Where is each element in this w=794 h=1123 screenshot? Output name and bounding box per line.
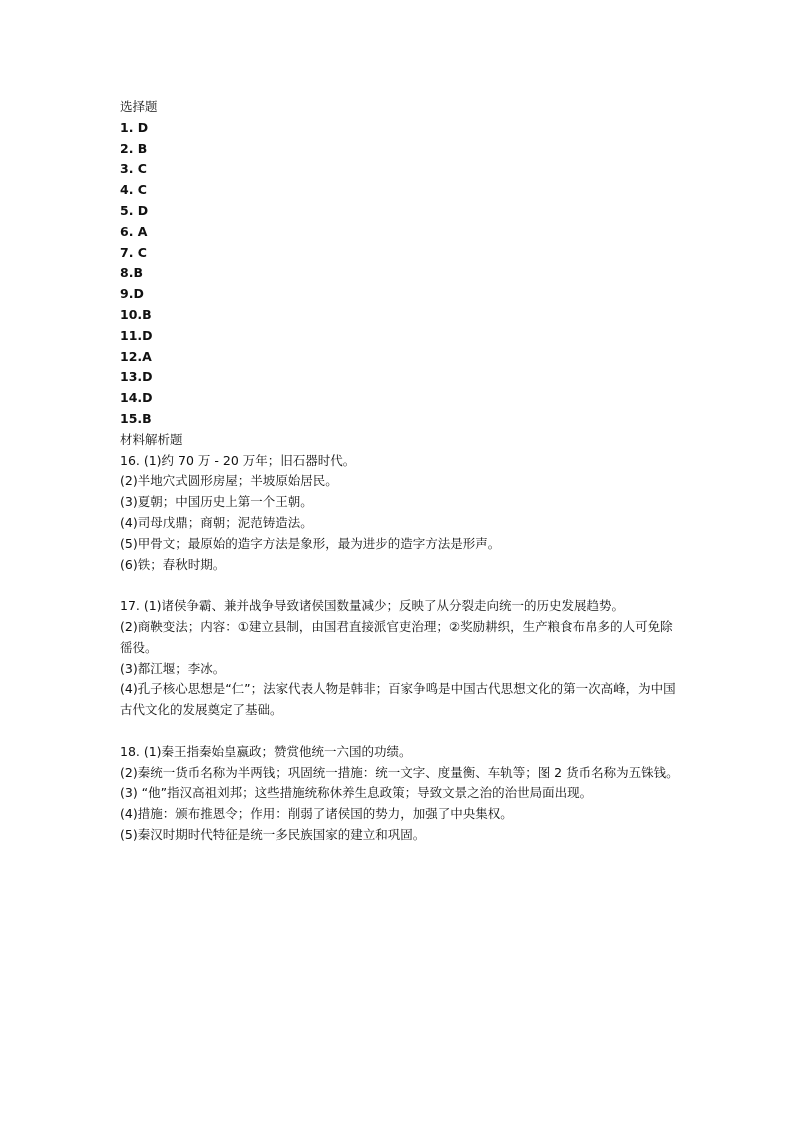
answer-item: 15.B [120,410,152,426]
q17-line: 17. (1)诸侯争霸、兼并战争导致诸侯国数量减少；反映了从分裂走向统一的历史发展趋势。 [120,598,625,614]
answer-item: 3. C [120,161,147,177]
answer-item: 5. D [120,202,149,218]
q16-line: 16. (1)约 70 万 - 20 万年；旧石器时代。 [120,452,356,468]
q18-line: 18. (1)秦王指秦始皇嬴政；赞赏他统一六国的功绩。 [120,743,412,759]
answer-item: 2. B [120,140,148,156]
spacer [120,721,680,742]
answer-item: 12.A [120,348,152,364]
q18-line: (5)秦汉时期时代特征是统一多民族国家的建立和巩固。 [120,826,426,842]
answer-document [120,97,680,846]
q18-line: (4)措施：颁布推恩令；作用：削弱了诸侯国的势力，加强了中央集权。 [120,806,513,822]
q16-line: (5)甲骨文；最原始的造字方法是象形，最为进步的造字方法是形声。 [120,535,501,551]
q16-line: (6)铁；春秋时期。 [120,556,226,572]
q17-line: (2)商鞅变法；内容：①建立县制，由国君直接派官吏治理；②奖励耕织，生产粮食布帛多的人可免除徭役。 [120,618,673,655]
answer-item: 4. C [120,182,147,198]
answer-item: 14.D [120,390,153,406]
q18-line: (3) “他”指汉高祖刘邦；这些措施统称休养生息政策；导致文景之治的治世局面出现。 [120,785,593,801]
q16-line: (4)司母戊鼎；商朝；泥范铸造法。 [120,514,313,530]
answer-item: 9.D [120,286,144,302]
answer-item: 10.B [120,306,152,322]
answer-item: 7. C [120,244,147,260]
section-heading-multiple-choice: 选择题 [120,99,158,114]
answer-item: 13.D [120,369,153,385]
q16-line: (2)半地穴式圆形房屋；半坡原始居民。 [120,473,338,489]
answer-item: 8.B [120,265,143,281]
q17-line: (3)都江堰；李冰。 [120,660,226,676]
answer-item: 1. D [120,119,149,135]
section-heading-material-analysis: 材料解析题 [120,431,183,447]
answer-item: 6. A [120,223,148,239]
q18-line: (2)秦统一货币名称为半两钱；巩固统一措施：统一文字、度量衡、车轨等；图 2 货币名称为五铢钱。 [120,764,679,780]
q16-line: (3)夏朝；中国历史上第一个王朝。 [120,494,313,510]
q17-line: (4)孔子核心思想是“仁”；法家代表人物是韩非；百家争鸣是中国古代思想文化的第一次高峰，为中国古代文化的发展奠定了基础。 [120,681,676,718]
answer-item: 11.D [120,327,153,343]
spacer [120,575,680,596]
